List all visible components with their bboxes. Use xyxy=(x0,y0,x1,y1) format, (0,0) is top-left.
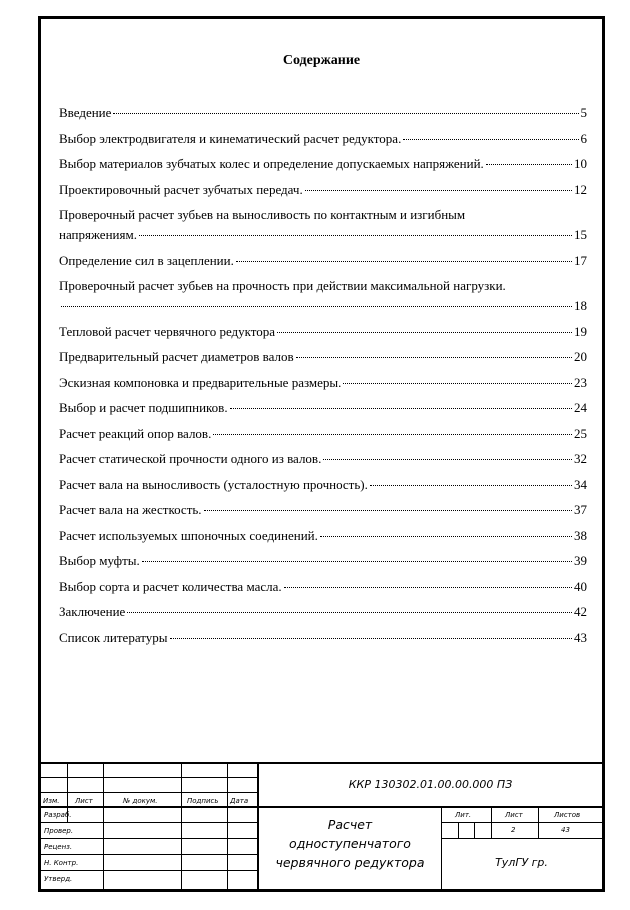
title-block xyxy=(41,762,602,889)
sheet-value: 2 xyxy=(511,826,516,834)
col-header: Изм. xyxy=(43,797,60,805)
toc-entry[interactable]: Проверочный расчет зубьев на прочность при действии максимальной нагрузки. 18 xyxy=(59,278,587,313)
toc-entry[interactable]: Предварительный расчет диаметров валов 20 xyxy=(59,349,587,364)
row-label: Н. Контр. xyxy=(44,859,79,867)
document-code: ККР 130302.01.00.00.000 ПЗ xyxy=(348,778,513,791)
toc-entry[interactable]: Расчет реакций опор валов. 25 xyxy=(59,425,587,441)
sheet-label: Лист xyxy=(505,811,523,819)
toc-entry[interactable]: Расчет статической прочности одного из валов. 32 xyxy=(59,451,587,466)
toc-title: Содержание xyxy=(282,53,361,68)
toc-entry[interactable]: Выбор материалов зубчатых колес и определение допускаемых напряжений. 10 xyxy=(59,156,587,171)
row-label: Провер. xyxy=(44,827,74,835)
toc-entry[interactable]: Введение 5 xyxy=(59,105,587,120)
row-label: Разраб. xyxy=(44,811,72,819)
toc-entry[interactable]: Расчет используемых шпоночных соединений. 38 xyxy=(59,527,587,543)
toc-entry[interactable]: Расчет вала на жесткость. 37 xyxy=(59,502,587,517)
row-label: Реценз. xyxy=(44,843,73,851)
toc-entry[interactable]: Определение сил в зацеплении. 17 xyxy=(59,252,587,268)
toc-entry[interactable]: Список литературы 43 xyxy=(59,629,587,645)
toc-entry[interactable]: Выбор и расчет подшипников. 24 xyxy=(59,400,587,415)
toc-entry[interactable]: Заключение 42 xyxy=(59,604,587,619)
toc-entry[interactable]: Проектировочный расчет зубчатых передач. 12 xyxy=(59,181,587,197)
table-of-contents xyxy=(59,103,587,653)
sheets-value: 43 xyxy=(561,826,570,834)
toc-entry[interactable]: Выбор электродвигателя и кинематический расчет редуктора. 6 xyxy=(59,130,587,146)
col-header: Подпись xyxy=(187,797,219,805)
document-title: Расчет одноступенчатого червячного редуктора xyxy=(275,817,425,870)
toc-entry[interactable]: Выбор сорта и расчет количества масла. 40 xyxy=(59,578,587,594)
row-label: Утверд. xyxy=(44,875,73,883)
toc-entry[interactable]: Эскизная компоновка и предварительные размеры. 23 xyxy=(59,374,587,390)
organization: ТулГУ гр. xyxy=(495,856,548,869)
toc-entry[interactable]: Тепловой расчет червячного редуктора 19 xyxy=(59,323,587,339)
toc-entry[interactable]: Расчет вала на выносливость (усталостную прочность). 34 xyxy=(59,476,587,492)
lit-label: Лит. xyxy=(455,811,472,819)
sheets-label: Листов xyxy=(554,811,581,819)
col-header: № докум. xyxy=(123,797,158,805)
col-header: Лист xyxy=(75,797,93,805)
toc-entry[interactable]: Проверочный расчет зубьев на выносливость по контактным и изгибным напряжениям. 15 xyxy=(59,207,587,242)
col-header: Дата xyxy=(230,797,249,805)
toc-entry[interactable]: Выбор муфты. 39 xyxy=(59,553,587,568)
page-frame xyxy=(38,16,605,892)
